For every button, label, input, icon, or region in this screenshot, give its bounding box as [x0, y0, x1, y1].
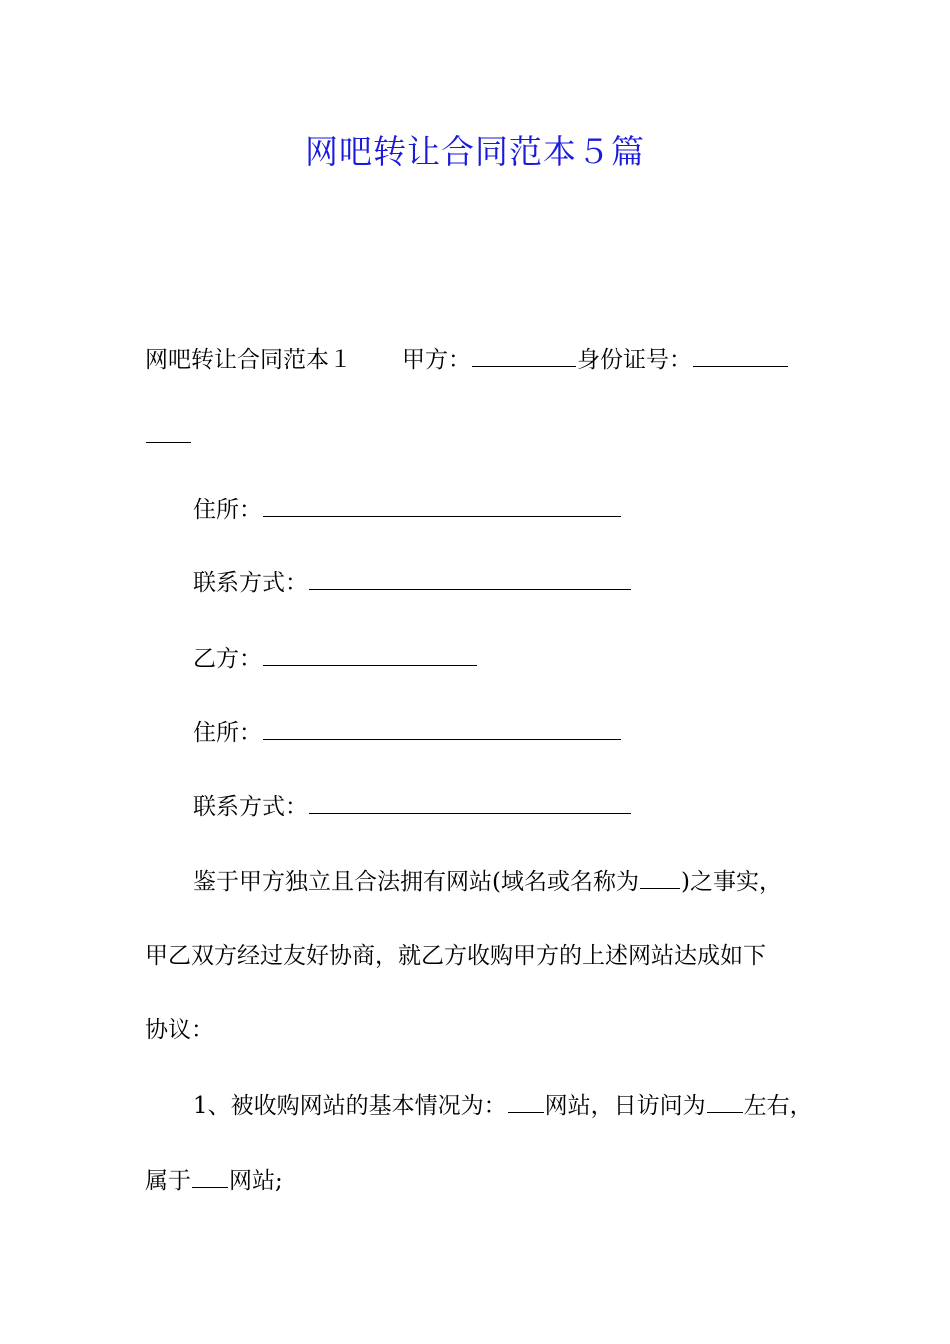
party-a-address-line	[193, 492, 622, 528]
party-a-label: 甲方：	[402, 347, 471, 373]
party-a-blank	[472, 344, 576, 367]
id-number-continuation	[145, 418, 192, 454]
party-b-contact-line	[193, 789, 632, 825]
whereas-text-start: 鉴于甲方独立且合法拥有网站(域名或名称为	[193, 869, 639, 895]
clause-1-text-b: 网站，日访问为	[544, 1093, 706, 1119]
website-type-blank	[508, 1090, 544, 1113]
party-b-address-line	[193, 715, 622, 751]
id-number-blank-continued	[146, 420, 191, 443]
whereas-text-line2: 甲乙双方经过友好协商，就乙方收购甲方的上述网站达成如下	[145, 943, 766, 969]
daily-visits-blank	[707, 1090, 743, 1113]
whereas-paragraph	[193, 864, 782, 900]
party-a-contact-line	[193, 565, 632, 601]
category-blank	[192, 1165, 228, 1188]
whereas-text-end: )之事实，	[680, 869, 782, 895]
id-number-label: 身份证号：	[577, 347, 692, 373]
whereas-paragraph-continued	[145, 938, 766, 974]
whereas-paragraph-end	[145, 1012, 214, 1048]
party-a-address-blank	[263, 494, 621, 517]
party-b-address-blank	[263, 717, 621, 740]
party-a-line	[145, 342, 789, 378]
party-b-blank	[263, 643, 477, 666]
clause-1	[193, 1088, 813, 1124]
domain-blank	[640, 866, 680, 889]
document-title: 网吧转让合同范本５篇	[305, 132, 645, 171]
clause-1-text-a: 1、被收购网站的基本情况为：	[193, 1093, 507, 1119]
id-number-blank	[693, 344, 788, 367]
clause-1-text-c: 左右，	[743, 1093, 813, 1119]
party-b-label: 乙方：	[193, 646, 262, 672]
whereas-text-line3: 协议：	[145, 1017, 214, 1043]
party-b-contact-blank	[309, 791, 631, 814]
contact-label: 联系方式：	[193, 794, 308, 820]
clause-1-text-d: 属于	[145, 1168, 191, 1194]
clause-1-continued	[145, 1163, 283, 1199]
section-heading: 网吧转让合同范本１	[145, 347, 352, 373]
party-b-line	[193, 641, 478, 677]
clause-1-text-e: 网站;	[229, 1168, 283, 1194]
address-label: 住所：	[193, 497, 262, 523]
address-label: 住所：	[193, 720, 262, 746]
contact-label: 联系方式：	[193, 570, 308, 596]
party-a-contact-blank	[309, 567, 631, 590]
